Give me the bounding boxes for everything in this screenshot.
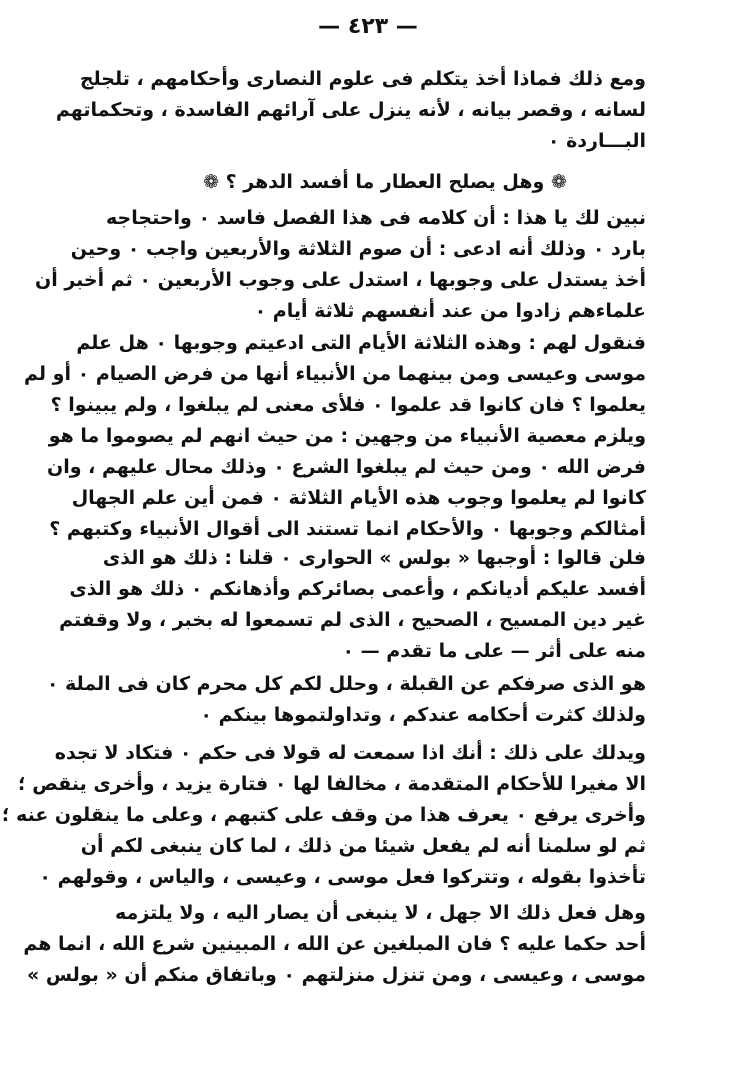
text-line: فرض الله ٠ ومن حيث لم يبلغوا الشرع ٠ وذلك محال عليهم ، وان	[47, 456, 646, 478]
text-line: لسانه ، وقصر بيانه ، لأنه ينزل على آرائهم الفاسدة ، وتحكماتهم	[55, 99, 646, 121]
text-line: نبين لك يا هذا : أن كلامه فى هذا الفصل فاسد ٠ واحتجاجه	[106, 207, 646, 229]
text-line: موسى ، وعيسى ، ومن تنزل منزلتهم ٠ وباتفاق منكم أن « بولس »	[26, 964, 646, 986]
paragraph-4	[59, 543, 646, 667]
text-line: بارد ٠ وذلك أنه ادعى : أن صوم الثلاثة والأربعين واجب ٠ وحين	[70, 238, 646, 260]
text-line: فنقول لهم : وهذه الثلاثة الأيام التى ادعيتم وجوبها ٠ هل علم	[76, 332, 646, 354]
text-line: ولذلك كثرت أحكامه عندكم ، وتداولتموها بينكم ٠	[200, 704, 646, 726]
text-line: أمثالكم وجوبها ٠ والأحكام انما تستند الى أقوال الأنبياء وكتبهم ؟	[49, 518, 646, 540]
text-line: تأخذوا بقوله ، وتتركوا فعل موسى ، وعيسى ، والياس ، وقولهم ٠	[39, 866, 646, 888]
paragraph-3	[24, 328, 646, 545]
text-line: يعلموا ؟ فان كانوا قد علموا ٠ فلأى معنى لم يبلغوا ، ولم يبينوا ؟	[50, 394, 646, 416]
paragraph-2	[35, 203, 646, 327]
text-line: غير دين المسيح ، الصحيح ، الذى لم تسمعوا له بخبر ، ولا وقفتم	[59, 609, 646, 631]
section-heading: ❁ وهل يصلح العطار ما أفسد الدهر ؟ ❁	[203, 171, 567, 193]
text-line: البـــاردة ٠	[547, 130, 646, 152]
text-line: هو الذى صرفكم عن القبلة ، وحلل لكم كل محرم كان فى الملة ٠	[46, 673, 646, 695]
text-line: أحد حكما عليه ؟ فان المبلغين عن الله ، المبينين شرع الله ، انما هم	[23, 933, 646, 955]
text-line: أفسد عليكم أديانكم ، وأعمى بصائركم وأذهانكم ٠ ذلك هو الذى	[69, 578, 646, 600]
paragraph-1	[55, 64, 646, 157]
text-line: كانوا لم يعلموا وجوب هذه الأيام الثلاثة ٠ فمن أين علم الجهال	[71, 487, 646, 509]
text-line: وهل فعل ذلك الا جهل ، لا ينبغى أن يصار اليه ، ولا يلتزمه	[115, 902, 646, 924]
text-line: أخذ يستدل على وجوبها ، استدل على وجوب الأربعين ٠ ثم أخبر أن	[35, 269, 646, 291]
text-line: علماءهم زادوا من عند أنفسهم ثلاثة أيام ٠	[254, 300, 646, 322]
text-line: ومع ذلك فماذا أخذ يتكلم فى علوم النصارى وأحكامهم ، تلجلج	[79, 68, 646, 90]
text-line: موسى وعيسى ومن بينهما من الأنبياء أنها من فرض الصيام ٠ أو لم	[24, 363, 646, 385]
text-line: منه على أثر — على ما تقدم — ٠	[342, 640, 646, 662]
paragraph-5	[46, 669, 646, 731]
paragraph-6	[1, 738, 646, 893]
text-line: ثم لو سلمنا أنه لم يفعل شيئا من ذلك ، لما كان ينبغى لكم أن	[80, 835, 646, 857]
text-line: فلن قالوا : أوجبها « بولس » الحوارى ٠ قلنا : ذلك هو الذى	[102, 547, 646, 569]
paragraph-7	[23, 898, 646, 991]
text-line: ويدلك على ذلك : أنك اذا سمعت له قولا فى حكم ٠ فتكاد لا تجده	[54, 742, 646, 764]
text-line: ويلزم معصية الأنبياء من وجهين : من حيث انهم لم يصوموا ما هو	[48, 425, 646, 447]
text-line: وأخرى يرفع ٠ يعرف هذا من وقف على كتبهم ، وعلى ما ينقلون عنه ؛	[1, 804, 646, 826]
text-line: الا مغيرا للأحكام المتقدمة ، مخالفا لها ٠ فتارة يزيد ، وأخرى ينقص ؛	[18, 773, 646, 795]
page-number: — ٤٢٣ —	[318, 14, 418, 39]
